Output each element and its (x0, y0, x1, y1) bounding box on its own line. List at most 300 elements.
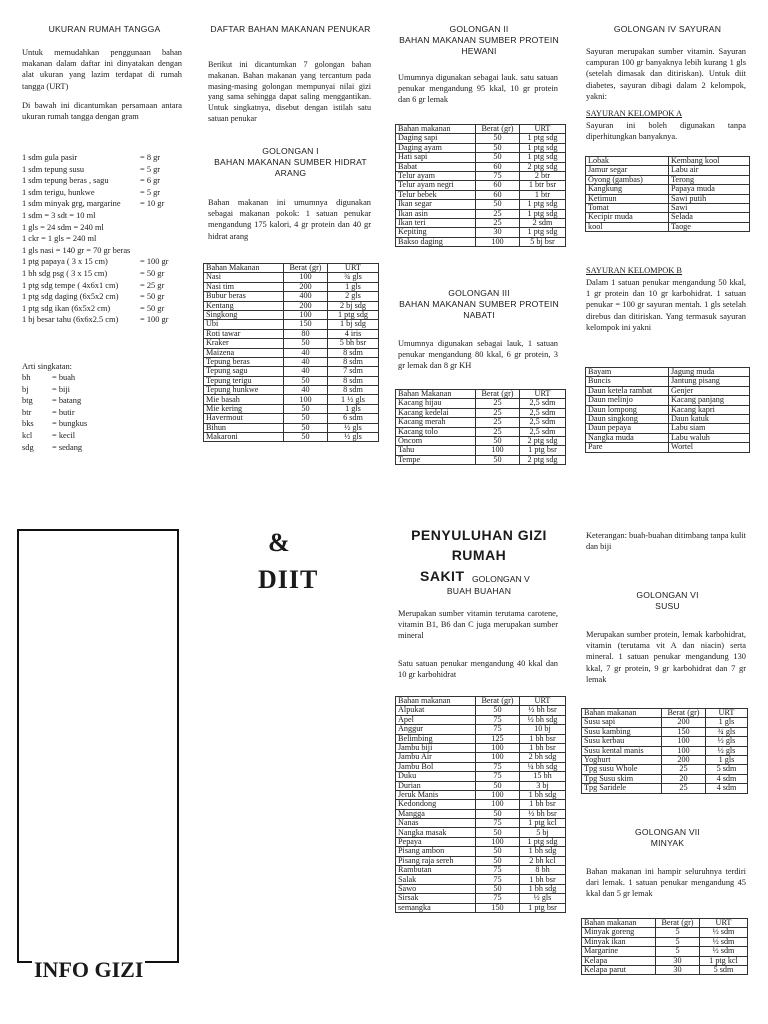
table-row (396, 790, 566, 799)
golongan6-table (581, 708, 748, 794)
table-row (582, 956, 748, 965)
table-cell: kool (586, 222, 669, 231)
table-cell: 2 gls (328, 292, 379, 301)
golongan3-table-wrap (395, 389, 566, 465)
buah-note: Keterangan: buah-buahan ditimbang tanpa kulit dan biji (586, 531, 747, 552)
table-cell: Jambu Bol (396, 762, 476, 771)
table-cell: 50 (476, 856, 520, 865)
table-cell: Telur ayam negri (396, 181, 476, 190)
table-cell: Roti tawar (204, 329, 284, 338)
table-cell: Oncom (396, 436, 476, 445)
golongan7-table-wrap (581, 918, 748, 975)
table-row (396, 399, 566, 408)
cover-ampersand: & (268, 528, 290, 557)
table-row (396, 847, 566, 856)
abbr-item-value: = sedang (52, 442, 83, 452)
table-cell: 75 (476, 725, 520, 734)
table-cell: 1 ptg sdg (520, 837, 566, 846)
table-cell: 50 (476, 436, 520, 445)
table-cell: Daun pepaya (586, 424, 669, 433)
table-cell: Maizena (204, 348, 284, 357)
abbr-item (22, 372, 142, 384)
table-cell: Labu air (669, 166, 750, 175)
table-row (586, 213, 750, 222)
table-cell: Margarine (582, 947, 656, 956)
table-cell: ½ bh bsr (520, 706, 566, 715)
table-row (396, 819, 566, 828)
measure-item-value: = 100 gr (140, 315, 169, 325)
table-cell: Daun lompong (586, 405, 669, 414)
golongan6-table-wrap (581, 708, 748, 794)
table-cell: ¾ gls (328, 273, 379, 282)
table-cell: 100 (476, 743, 520, 752)
golongan7-subtitle: MINYAK (650, 838, 685, 848)
golongan7-text: Bahan makanan ini hampir seluruhnya terdiri dari lemak. 1 satuan penukar mengandung 45 kkal dan 5 gr lemak (586, 867, 746, 899)
table-cell: 4 sdm (706, 784, 748, 793)
table-cell: Kacang kedelai (396, 408, 476, 417)
table-row (582, 928, 748, 937)
table-cell: 100 (284, 273, 328, 282)
table-row (586, 405, 750, 414)
table-row (586, 424, 750, 433)
table-cell: 75 (476, 762, 520, 771)
table-row (586, 157, 750, 166)
table-row (586, 377, 750, 386)
table-cell: 30 (476, 228, 520, 237)
table-cell: Jamur segar (586, 166, 669, 175)
table-cell: 2,5 sdm (520, 427, 566, 436)
table-cell: 1 ptg bsr (520, 446, 566, 455)
abbr-item-key: kcl (22, 430, 33, 440)
table-row (396, 772, 566, 781)
table-cell: Genjer (669, 386, 750, 395)
abbr-item-value: = biji (52, 384, 70, 394)
measure-item (22, 280, 187, 292)
table-cell: 75 (476, 875, 520, 884)
golongan2-text: Umumnya digunakan sebagai lauk. satu satuan penukar mengandung 95 kkal, 10 gr protein dan 6 gr lemak (398, 73, 558, 105)
table-cell: 5 bj bsr (520, 237, 566, 246)
penyuluhan-title-line1: PENYULUHAN GIZI (411, 527, 547, 543)
table-cell: ¼ bh sdg (520, 762, 566, 771)
panel1-intro: Untuk memudahkan penggunaan bahan makanan dalam daftar ini dinyatakan dengan alat ukuran yang lazim terdapat di rumah tangga (URT) (22, 48, 182, 91)
table-cell: Terong (669, 175, 750, 184)
table-cell: 1 ptg sdg (328, 310, 379, 319)
table-row (582, 746, 748, 755)
table-cell: ½ gls (520, 894, 566, 903)
measure-item-key: 1 sdm terigu, hunkwe (22, 187, 95, 197)
table-row (396, 153, 566, 162)
table-row (586, 433, 750, 442)
table-cell: 150 (476, 903, 520, 912)
table-row (204, 423, 379, 432)
golongan2-title: GOLONGAN II (449, 24, 509, 34)
table-cell: 50 (476, 143, 520, 152)
table-cell: 60 (476, 162, 520, 171)
table-cell: 60 (476, 190, 520, 199)
panel2-intro: Berikut ini dicantumkan 7 golongan bahan makanan. Bahan makanan yang tercantum pada masing-masing golongan mempunyai nilai gizi yang sama sehingga dapat saling menggantikan. Untuk singkatnya, disebut dengan istilah satu satuan penukar (208, 60, 371, 123)
table-cell: ½ gls (328, 423, 379, 432)
table-cell: 25 (476, 418, 520, 427)
golongan5-subtitle: BUAH BUAHAN (446, 586, 512, 596)
table-header-cell: Bahan makanan (396, 697, 476, 706)
golongan3-text: Umumnya digunakan sebagai lauk, 1 satuan penukar mengandung 80 kkal, 6 gr protein, 3 gr lemak dan 8 gr KH (398, 339, 558, 371)
table-cell: Sawo (396, 884, 476, 893)
golongan1-subtitle: BAHAN MAKANAN SUMBER HIDRAT ARANG (214, 157, 367, 179)
table-cell: Daun melinjo (586, 396, 669, 405)
table-cell: Tepung beras (204, 357, 284, 366)
table-cell: Selada (669, 213, 750, 222)
table-cell: 75 (476, 772, 520, 781)
table-row (586, 166, 750, 175)
table-cell: 2 sdm (520, 218, 566, 227)
table-cell: Kacang merah (396, 418, 476, 427)
abbr-item-value: = buah (52, 373, 76, 382)
table-row (396, 837, 566, 846)
table-cell: Kacang tolo (396, 427, 476, 436)
cover-info-gizi: INFO GIZI (34, 958, 144, 980)
table-cell: Taoge (669, 222, 750, 231)
abbr-item (22, 418, 142, 430)
golongan5-title: GOLONGAN V (472, 574, 530, 584)
table-cell: Sirsak (396, 894, 476, 903)
table-row (396, 894, 566, 903)
panel1-title: UKURAN RUMAH TANGGA (48, 24, 161, 34)
table-cell: 1 bh sdg (520, 790, 566, 799)
golongan4-title: GOLONGAN IV SAYURAN (613, 24, 722, 34)
golongan2-table-wrap (395, 124, 566, 247)
table-row (396, 218, 566, 227)
table-row (204, 329, 379, 338)
golongan2-subtitle: BAHAN MAKANAN SUMBER PROTEIN HEWANI (399, 35, 559, 57)
table-row (586, 414, 750, 423)
table-cell: 2 btr (520, 171, 566, 180)
table-cell: 50 (476, 884, 520, 893)
table-row (204, 292, 379, 301)
penyuluhan-title (394, 526, 564, 565)
table-row (396, 828, 566, 837)
table-cell: 40 (284, 348, 328, 357)
abbr-item (22, 430, 142, 442)
table-cell: 5 bh bsr (328, 339, 379, 348)
table-header-cell: Bahan Makanan (204, 264, 284, 273)
table-cell: Makaroni (204, 433, 284, 442)
table-header (396, 390, 566, 399)
table-cell: Telur ayam (396, 171, 476, 180)
abbr-item (22, 384, 142, 396)
table-row (204, 310, 379, 319)
table-row (396, 866, 566, 875)
penyuluhan-title-line3: SAKIT (420, 568, 465, 584)
table-row (396, 734, 566, 743)
table-row (586, 222, 750, 231)
table-cell: 50 (476, 153, 520, 162)
table-cell: Kentang (204, 301, 284, 310)
table-cell: Kelapa parut (582, 965, 656, 974)
table-cell: Nangka masak (396, 828, 476, 837)
table-cell: Daging sapi (396, 134, 476, 143)
table-row (396, 706, 566, 715)
table-cell: 1 bh bsr (520, 743, 566, 752)
table-cell: Daun singkong (586, 414, 669, 423)
table-cell: Durian (396, 781, 476, 790)
golongan1-table (203, 263, 379, 442)
table-cell: 50 (476, 134, 520, 143)
table-cell: 75 (476, 819, 520, 828)
table-header-cell: URT (520, 390, 566, 399)
table-row (396, 427, 566, 436)
measure-item-value: = 25 gr (140, 280, 165, 290)
table-cell: 1 bh sdg (520, 847, 566, 856)
table-row (582, 755, 748, 764)
table-cell: 200 (284, 282, 328, 291)
measure-item-key: 1 bj besar tahu (6x6x2.5 cm) (22, 315, 119, 325)
table-cell: 1 btr bsr (520, 181, 566, 190)
table-cell: 6 sdm (328, 414, 379, 423)
golongan6-title: GOLONGAN VI (636, 590, 699, 600)
golongan1-table-wrap (203, 263, 379, 442)
table-cell: 2 bj sdg (328, 301, 379, 310)
measure-item-key: 1 ptg papaya ( 3 x 15 cm) (22, 257, 108, 267)
table-row (204, 339, 379, 348)
table-cell: 10 bj (520, 725, 566, 734)
table-cell: 100 (476, 237, 520, 246)
table-cell: 1 gls (328, 404, 379, 413)
table-cell: 1 gls (328, 282, 379, 291)
table-cell: Susu kambing (582, 727, 662, 736)
table-cell: 50 (284, 423, 328, 432)
table-cell: Kedondong (396, 800, 476, 809)
golongan3-subtitle: BAHAN MAKANAN SUMBER PROTEIN NABATI (399, 299, 559, 321)
table-cell: 50 (284, 433, 328, 442)
measure-item (22, 303, 187, 315)
table-cell: Tepung sagu (204, 367, 284, 376)
table-cell: Jambu biji (396, 743, 476, 752)
table-cell: Oyong (gambas) (586, 175, 669, 184)
table-cell: 5 bj (520, 828, 566, 837)
table-cell: Babat (396, 162, 476, 171)
table-cell: 5 (656, 947, 700, 956)
table-row (204, 404, 379, 413)
table-cell: 25 (476, 218, 520, 227)
table-cell: Singkong (204, 310, 284, 319)
panel1-intro2: Di bawah ini dicantumkan persamaan antara ukuran rumah tangga dengan gram (22, 101, 182, 122)
table-cell: ½ bh bsr (520, 809, 566, 818)
table-header (582, 709, 748, 718)
table-cell: Jambu Air (396, 753, 476, 762)
table-cell: 15 bh (520, 772, 566, 781)
table-row (396, 209, 566, 218)
kelompok-b-text: Dalam 1 satuan penukar mengandung 50 kkal, 1 gr protein dan 10 gr karbohidrat. 1 satuan penukar = 100 gr sayuran mentah. 1 gls setelah direbus dan ditiriskan. Yang termasuk sayuran kelompok ini yakni (586, 278, 746, 332)
measure-item-value: = 5 gr (140, 187, 161, 197)
table-cell: Nasi tim (204, 282, 284, 291)
table-row (582, 737, 748, 746)
golongan7-table (581, 918, 748, 975)
table-cell: 30 (656, 965, 700, 974)
table-cell: Bayam (586, 368, 669, 377)
table-cell: 40 (284, 357, 328, 366)
table-cell: Papaya muda (669, 185, 750, 194)
table-cell: Alpukat (396, 706, 476, 715)
table-cell: Anggur (396, 725, 476, 734)
table-row (204, 282, 379, 291)
measure-item-value: = 6 gr (140, 176, 161, 186)
table-row (204, 301, 379, 310)
measure-item-key: 1 sdm tepung susu (22, 164, 85, 174)
golongan5-table-wrap (395, 696, 566, 913)
table-row (396, 408, 566, 417)
table-cell: Kecipir muda (586, 213, 669, 222)
measure-item (22, 222, 187, 234)
table-header (204, 264, 379, 273)
table-cell: Kacang panjang (669, 396, 750, 405)
table-cell: Tpg susu Whole (582, 765, 662, 774)
table-cell: 100 (476, 837, 520, 846)
measure-item (22, 187, 187, 199)
table-cell: Lobak (586, 157, 669, 166)
table-cell: 25 (476, 399, 520, 408)
table-header-cell: URT (706, 709, 748, 718)
table-cell: 5 (656, 937, 700, 946)
table-cell: Kepiting (396, 228, 476, 237)
kelompok-b-table (585, 367, 750, 453)
golongan7-title: GOLONGAN VII (635, 827, 700, 837)
table-header-cell: Berat (gr) (662, 709, 706, 718)
table-header-cell: Berat (gr) (476, 697, 520, 706)
table-header (396, 697, 566, 706)
table-row (586, 203, 750, 212)
table-cell: 25 (476, 408, 520, 417)
measure-item-key: 1 gls = 24 sdm = 240 ml (22, 222, 104, 232)
measure-item (22, 152, 187, 164)
table-cell: Kembang kool (669, 157, 750, 166)
table-cell: 100 (662, 746, 706, 755)
measure-item-key: 1 bh sdg psg ( 3 x 15 cm) (22, 268, 108, 278)
table-cell: Labu siam (669, 424, 750, 433)
table-header-cell: URT (520, 697, 566, 706)
table-cell: Nanas (396, 819, 476, 828)
golongan5-text: Merupakan sumber vitamin terutama carotene, vitamin B1, B6 dan C juga merupakan sumber mineral (398, 609, 558, 641)
golongan5-table (395, 696, 566, 913)
table-cell: 75 (476, 866, 520, 875)
table-row (586, 443, 750, 452)
table-cell: Pisang ambon (396, 847, 476, 856)
table-header-cell: Bahan Makanan (396, 390, 476, 399)
measure-item-key: 1 sdm tepung beras , sagu (22, 176, 109, 186)
table-header-cell: Berat (gr) (476, 390, 520, 399)
measure-item (22, 291, 187, 303)
table-cell: Duku (396, 772, 476, 781)
golongan4-intro: Sayuran merupakan sumber vitamin. Sayuran campuran 100 gr banyaknya lebih kurang 1 gls (setelah dimasak dan ditiriskan). Untuk diit diabetes, sayuran dibagi dalam 2 kelompok, yakni: (586, 47, 746, 101)
table-cell: Telur bebek (396, 190, 476, 199)
table-cell: Minyak goreng (582, 928, 656, 937)
table-row (586, 175, 750, 184)
abbr-item (22, 442, 142, 454)
table-row (204, 357, 379, 366)
table-row (396, 228, 566, 237)
table-cell: Bakso daging (396, 237, 476, 246)
golongan1-title: GOLONGAN I (262, 146, 319, 156)
table-cell: 50 (476, 200, 520, 209)
table-cell: ½ gls (328, 433, 379, 442)
table-header-cell: URT (700, 919, 748, 928)
table-cell: Mie kering (204, 404, 284, 413)
table-cell: Nangka muda (586, 433, 669, 442)
table-cell: Tpg Susu skim (582, 774, 662, 783)
table-cell: Jeruk Manis (396, 790, 476, 799)
table-cell: Mie basah (204, 395, 284, 404)
kelompok-a-table (585, 156, 750, 232)
measure-item (22, 314, 187, 326)
table-cell: 50 (476, 781, 520, 790)
measure-item (22, 175, 187, 187)
table-cell: 25 (662, 784, 706, 793)
table-row (396, 800, 566, 809)
table-header-cell: Berat (gr) (656, 919, 700, 928)
table-cell: 50 (284, 339, 328, 348)
table-row (204, 376, 379, 385)
table-row (396, 455, 566, 464)
table-cell: 1 bh bsr (520, 875, 566, 884)
table-row (204, 395, 379, 404)
measure-item-key: 1 ckr = 1 gls = 240 ml (22, 234, 97, 244)
table-cell: 60 (476, 181, 520, 190)
table-cell: Mangga (396, 809, 476, 818)
table-cell: 25 (662, 765, 706, 774)
measure-item-value: = 10 gr (140, 199, 165, 209)
measure-item-value: = 50 gr (140, 268, 165, 278)
table-row (204, 348, 379, 357)
table-row (396, 200, 566, 209)
table-cell: Daun ketela rambat (586, 386, 669, 395)
table-row (396, 418, 566, 427)
table-row (396, 781, 566, 790)
table-cell: Kelapa (582, 956, 656, 965)
table-row (204, 414, 379, 423)
abbr-item-key: bh (22, 373, 31, 382)
abbr-item-value: = butir (52, 407, 75, 417)
table-cell: 75 (476, 894, 520, 903)
table-row (204, 386, 379, 395)
table-cell: Daging ayam (396, 143, 476, 152)
table-cell: 50 (476, 847, 520, 856)
measure-item (22, 268, 187, 280)
abbr-item-key: btr (22, 407, 32, 417)
table-header-cell: Berat (gr) (284, 264, 328, 273)
table-header (582, 919, 748, 928)
table-cell: 1 bh sdg (520, 884, 566, 893)
table-cell: Ikan teri (396, 218, 476, 227)
table-cell: 1 bj sdg (328, 320, 379, 329)
table-cell: Tepung terigu (204, 376, 284, 385)
table-cell: ½ bh sdg (520, 715, 566, 724)
table-header-cell: Berat (gr) (476, 125, 520, 134)
table-cell: 100 (476, 800, 520, 809)
measure-item (22, 164, 187, 176)
table-cell: Sawi putih (669, 194, 750, 203)
table-row (396, 181, 566, 190)
kelompok-b-table-wrap (585, 367, 750, 453)
table-row (396, 446, 566, 455)
table-row (582, 765, 748, 774)
table-row (396, 725, 566, 734)
golongan6-subtitle: SUSU (655, 601, 680, 611)
table-row (586, 396, 750, 405)
measure-item-value: = 8 gr (140, 153, 161, 162)
table-cell: Belimbing (396, 734, 476, 743)
table-cell: 25 (476, 427, 520, 436)
table-cell: 1 ptg sdg (520, 143, 566, 152)
table-cell: 1 ptg bsr (520, 903, 566, 912)
